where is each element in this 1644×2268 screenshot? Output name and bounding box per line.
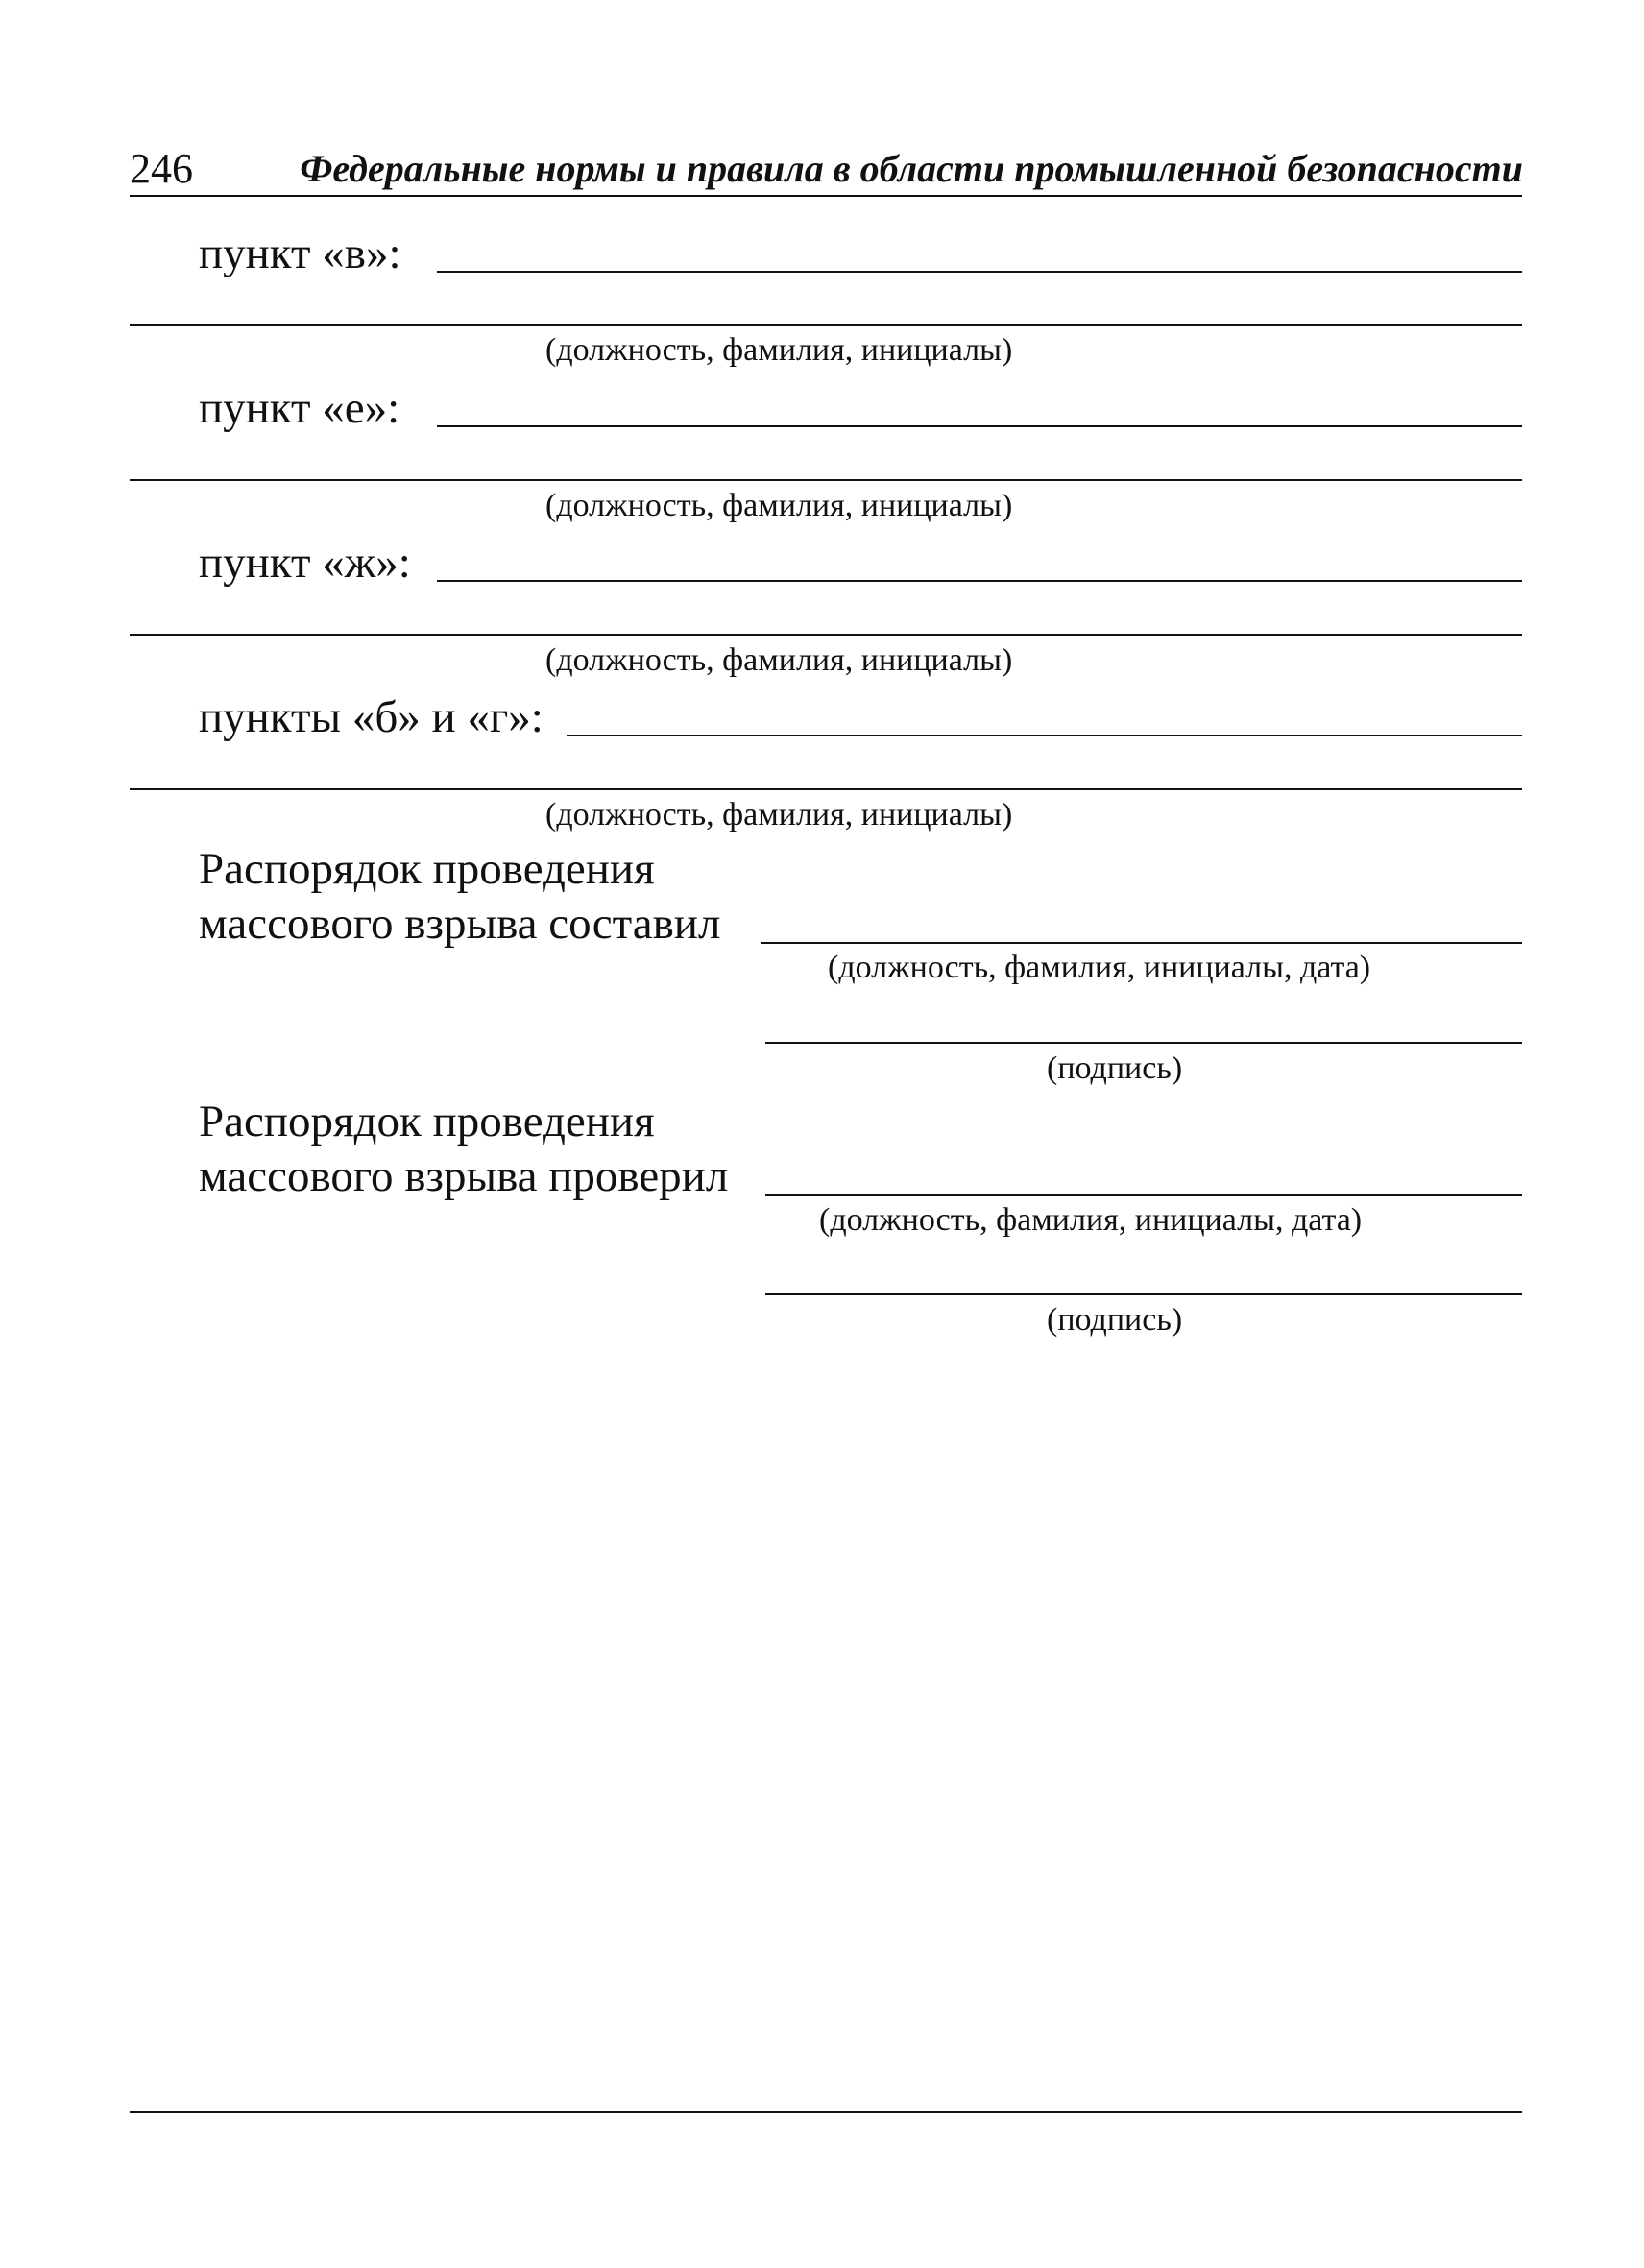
signature-block-2-signature-line[interactable] [765,1293,1522,1295]
footer-rule [130,2111,1522,2113]
running-title: Федеральные нормы и правила в области промышленной безопасности [300,147,1523,190]
signature-block-1-line2: массового взрыва составил [199,899,721,949]
entry-caption-zh: (должность, фамилия, инициалы) [545,642,1013,678]
signature-block-1-signature-line[interactable] [765,1042,1522,1044]
signature-block-1-signature-caption: (подпись) [1047,1050,1183,1086]
signature-block-1-caption: (должность, фамилия, инициалы, дата) [828,950,1371,985]
entry-caption-v: (должность, фамилия, инициалы) [545,332,1013,368]
entry-fill-line-e[interactable] [437,425,1522,427]
entry-fill-line-v-2[interactable] [130,324,1522,326]
entry-fill-line-b-g-2[interactable] [130,788,1522,790]
entry-fill-line-zh-2[interactable] [130,634,1522,636]
signature-block-1-line1: Распорядок проведения [199,844,655,894]
entry-fill-line-zh[interactable] [437,580,1522,582]
entry-label-e: пункт «е»: [199,383,400,433]
header-rule [130,195,1522,197]
signature-block-2-line2: массового взрыва проверил [199,1151,729,1201]
signature-block-2-line1: Распорядок проведения [199,1097,655,1146]
signature-block-2-name-line[interactable] [765,1194,1522,1196]
signature-block-2-signature-caption: (подпись) [1047,1302,1183,1338]
entry-label-b-g: пункты «б» и «г»: [199,692,544,742]
entry-label-v: пункт «в»: [199,229,401,278]
entry-caption-e: (должность, фамилия, инициалы) [545,488,1013,523]
entry-fill-line-b-g[interactable] [567,735,1522,736]
entry-label-zh: пункт «ж»: [199,538,411,588]
entry-fill-line-e-2[interactable] [130,479,1522,481]
page-number: 246 [130,145,193,192]
signature-block-2-caption: (должность, фамилия, инициалы, дата) [819,1202,1363,1238]
signature-block-1-name-line[interactable] [761,942,1522,944]
entry-fill-line-v[interactable] [437,271,1522,273]
entry-caption-b-g: (должность, фамилия, инициалы) [545,797,1013,832]
